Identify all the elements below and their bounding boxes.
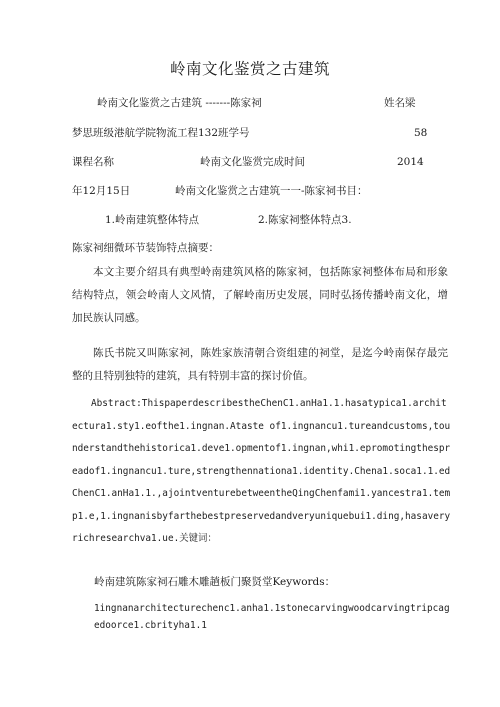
document-title: 岭南文化鉴赏之古建筑: [169, 60, 330, 78]
outline-item-1: 1.岭南建筑整体特点: [105, 214, 200, 226]
outline-item-2: 2.陈家祠整体特点3.: [258, 214, 352, 226]
abstract-cn-paragraph-1: 本文主要介绍具有典型岭南建筑风格的陈家祠，包括陈家祠整体布局和形象结构特点，领会岭南人文风情，了解岭南历史发展，同时弘扬传播岭南文化，增加民族认同感。: [72, 266, 448, 324]
header-line3-course-label: 课程名称: [72, 156, 114, 168]
header-line2-right: 58: [414, 127, 428, 139]
header-line4-date: 年12月15日: [72, 185, 131, 197]
header-line2-left: 梦思班级港航学院物流工程132班学号: [72, 127, 250, 139]
keywords-cn: 岭南建筑陈家祠石雕木雕趟板门聚贤堂Keywords：: [94, 576, 336, 588]
header-line1-left: 岭南文化鉴赏之古建筑 -------陈家祠: [97, 97, 262, 109]
abstract-cn-paragraph-2: 陈氏书院又叫陈家祠，陈姓家族清朝合资组建的祠堂，是迄今岭南保存最完整的且特别独特的建筑，具有特别丰富的探讨价值。: [72, 347, 448, 382]
header-line4-booklist: 岭南文化鉴赏之古建筑一一-陈家祠书目：: [175, 185, 368, 197]
keywords-en: 1ingnanarchitecturechenc1.anha1.1stonecarvingwoodcarvingtripcagedoorce1.cbrityha1.1: [94, 603, 450, 631]
header-line3-course-name: 岭南文化鉴赏完成时间: [200, 156, 305, 168]
abstract-en-paragraph: Abstract:ThispaperdescribestheChenC1.anHa1.1.hasatypica1.architectura1.sty1.eofthe1.ingnan.Ataste of1.ingnancu1.tureandcustoms,tounderstandthehistorica1.deve1.opmentof1.ingnan,whi1.epromotingthespreadof1.ingnancu1.ture,strengthennationa1.identity.Chena1.soca1.1.edChenC1.anHa1.1.,ajointventurebetweentheQingChenfami1.yancestra1.temp1.e,1.ingnanisbyfarthebestpreservedandveryuniquebui1.ding,hasaveryrichresearchva1.ue.关键词：: [72, 398, 451, 544]
header-line3-year: 2014: [397, 156, 424, 168]
header-line1-right: 姓名梁: [384, 97, 416, 109]
outline-item-3: 陈家祠细微环节装饰特点摘要：: [72, 242, 219, 254]
